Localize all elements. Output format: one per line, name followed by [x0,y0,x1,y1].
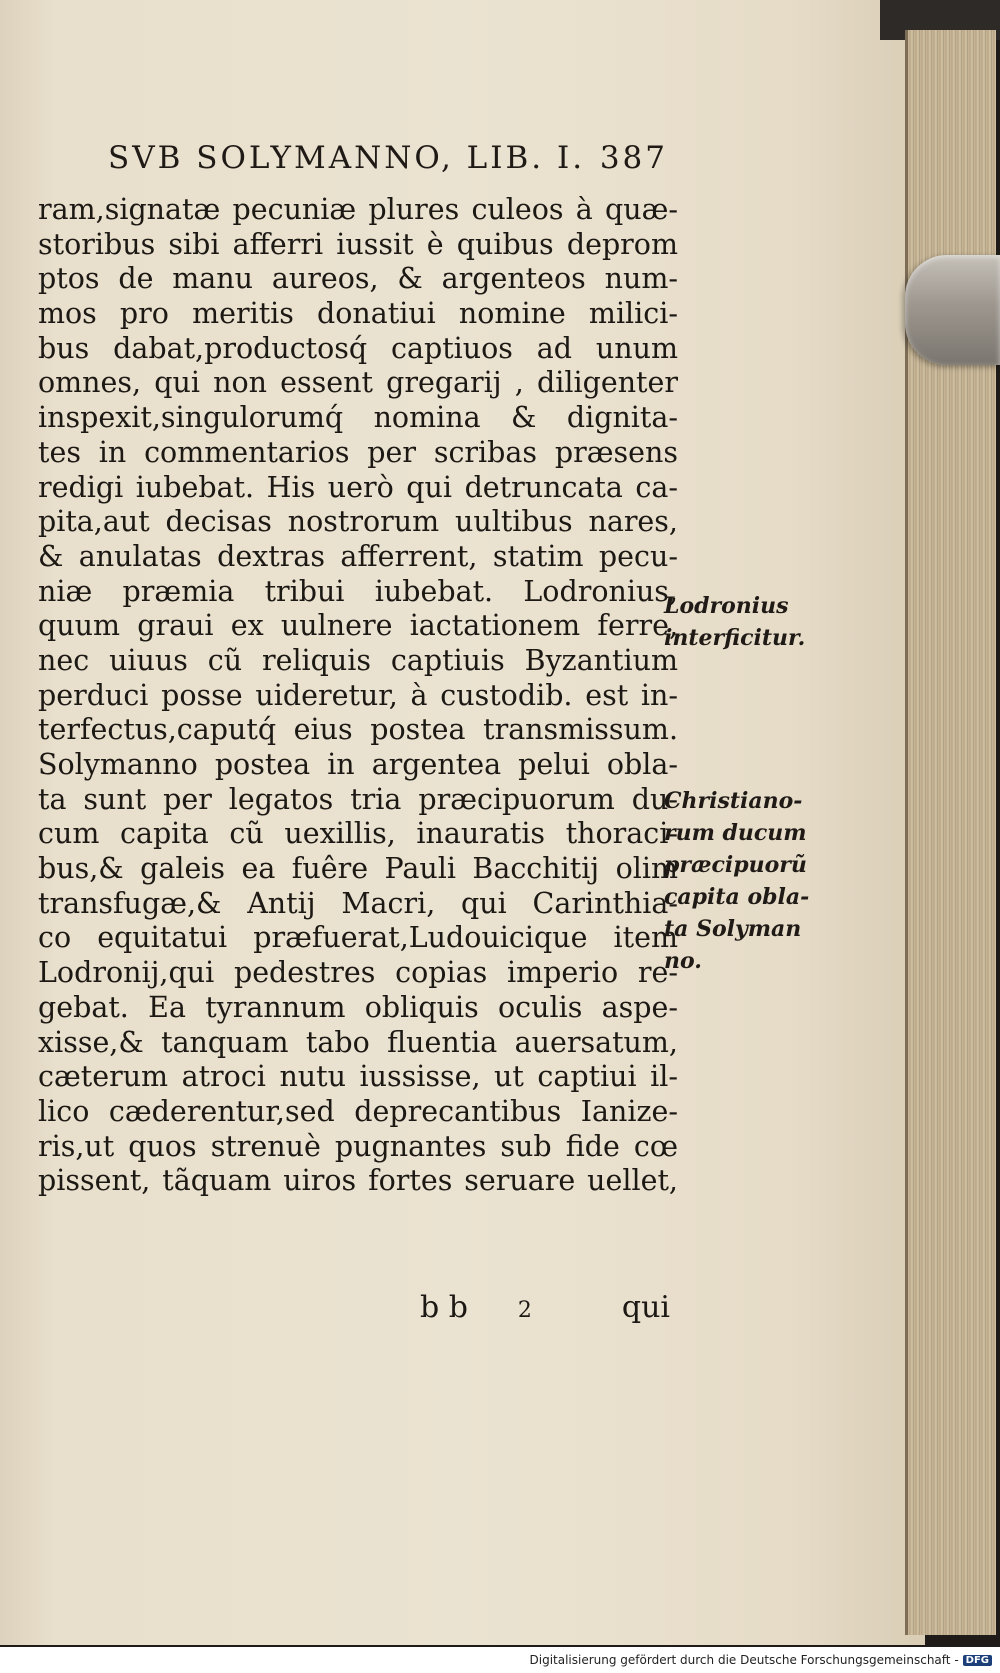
text-line: & anulatas dextras afferrent, statim pecu- [38,539,678,573]
digitization-credit [0,1647,1000,1673]
marginal-line: no. [664,948,702,974]
marginal-note-lodronius [664,590,824,654]
text-line: mos pro meritis donatiui nomine milici- [38,297,678,331]
signature-number: 2 [517,1298,532,1323]
text-line: bus dabat,productosq́ captiuos ad unum [38,331,678,365]
text-line: storibus sibi afferri iussit è quibus deprom [38,227,678,261]
text-line: ram,signatæ pecuniæ plures culeos à quæ- [38,193,678,226]
marginal-line: capita obla- [664,884,810,910]
text-line: perduci posse uideretur, à custodib. est in- [38,678,678,712]
marginal-line: præcipuorũ [664,852,807,878]
text-line: ta sunt per legatos tria præcipuorum du- [38,782,678,816]
marginal-note-capita [664,785,824,977]
text-line: niæ præmia tribui iubebat. Lodronius, [38,574,678,608]
text-line: quum graui ex uulnere iactationem ferre, [38,609,678,643]
body-text [38,193,678,1199]
marginal-line: ta Solyman [664,916,802,942]
text-line: bus,& galeis ea fuêre Pauli Bacchitij olim [38,852,678,886]
text-line: lico cæderentur,sed deprecantibus Ianize- [38,1094,678,1128]
text-line: cum capita cũ uexillis, inauratis thoraci- [38,817,678,851]
marginal-line: rum ducum [664,820,807,846]
text-line: nec uiuus cũ reliquis captiuis Byzantium [38,643,678,677]
page-number: 387 [599,140,668,176]
marginal-line: Lodronius [664,593,789,619]
text-line: pissent, tãquam uiros fortes seruare uellet, [38,1164,678,1198]
text-line: transfugæ,& Antij Macri, qui Carinthia- [38,886,678,920]
signature-mark: b b [420,1290,468,1325]
marginal-line: interficitur. [664,625,806,651]
dfg-logo: DFG [963,1655,992,1666]
page-clip [905,255,1000,365]
text-line: co equitatui præfuerat,Ludouicique item [38,921,678,955]
catchword: qui [621,1290,670,1325]
running-header [108,140,668,180]
text-line: cæterum atroci nutu iussisse, ut captiui il- [38,1060,678,1094]
page-footer [420,1290,670,1325]
text-line: xisse,& tanquam tabo fluentia auersatum, [38,1025,678,1059]
text-line: terfectus,caputq́ eius postea transmissum. [38,713,678,747]
running-title: SVB SOLYMANNO, LIB. I. [108,140,586,176]
text-line: Solymanno postea in argentea pelui obla- [38,748,678,781]
credit-text: Digitalisierung gefördert durch die Deutsche Forschungsgemeinschaft - [529,1653,959,1667]
text-line: omnes, qui non essent gregarij , diligenter [38,366,678,400]
text-line: gebat. Ea tyrannum obliquis oculis aspe- [38,990,678,1024]
text-line: Lodronij,qui pedestres copias imperio re- [38,956,678,990]
text-line: inspexit,singulorumq́ nomina & dignita- [38,401,678,435]
text-line: redigi iubebat. His uerò qui detruncata ca- [38,470,678,504]
marginal-line: Christiano- [664,788,803,814]
text-line: ptos de manu aureos, & argenteos num- [38,262,678,296]
text-line: pita,aut decisas nostrorum uultibus nares, [38,505,678,539]
text-line: ris,ut quos strenuè pugnantes sub fide cœ [38,1129,678,1163]
text-line: tes in commentarios per scribas præsens [38,435,678,469]
